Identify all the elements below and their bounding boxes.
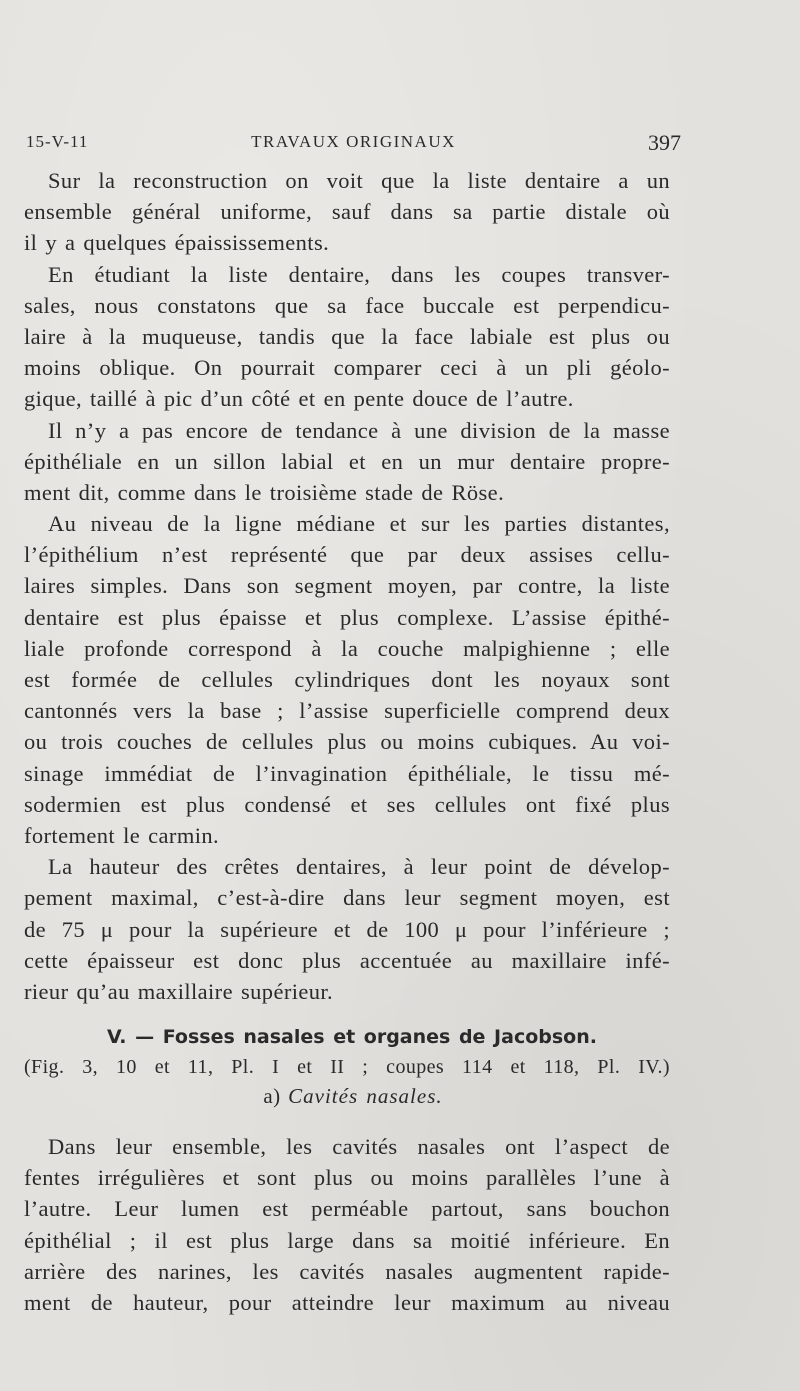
text-line: l’autre. Leur lumen est perméable partout, sans bouchon <box>24 1196 670 1222</box>
paragraph-6 <box>24 1131 670 1318</box>
text-line: cette épaisseur est donc plus accentuée au maxillaire infé- <box>24 947 670 973</box>
text-line: ment dit, comme dans le troisième stade de Röse. <box>24 479 505 505</box>
subsection-title: Cavités nasales. <box>288 1084 443 1109</box>
text-line: En étudiant la liste dentaire, dans les coupes transver- <box>48 261 670 287</box>
text-line: ou trois couches de cellules plus ou moins cubiques. Au voi- <box>24 729 670 755</box>
text-line: il y a quelques épaississements. <box>24 230 330 256</box>
text-line: ensemble général uniforme, sauf dans sa partie distale où <box>24 199 670 225</box>
text-line: de 75 μ pour la supérieure et de 100 μ pour l’inférieure ; <box>24 916 670 942</box>
paragraph-4 <box>24 508 670 851</box>
text-line: épithélial ; il est plus large dans sa moitié inférieure. En <box>24 1227 670 1253</box>
text-line: sodermien est plus condensé et ses cellules ont fixé plus <box>24 791 670 817</box>
subsection-heading <box>24 1081 670 1111</box>
running-title: TRAVAUX ORIGINAUX <box>251 132 456 151</box>
paragraph-2 <box>24 259 670 415</box>
text-line: dentaire est plus épaisse et plus complexe. L’assise épithé- <box>24 604 670 630</box>
figure-reference: (Fig. 3, 10 et 11, Pl. I et II ; coupes 114 et 118, Pl. IV.) <box>24 1056 670 1079</box>
text-line: laires simples. Dans son segment moyen, par contre, la liste <box>24 573 670 599</box>
text-line: arrière des narines, les cavités nasales augmentent rapide- <box>24 1258 670 1284</box>
section-heading: V. — Fosses nasales et organes de Jacobson. <box>107 1026 597 1049</box>
text-line: fortement le carmin. <box>24 822 220 848</box>
page-number: 397 <box>648 130 681 155</box>
text-line: rieur qu’au maxillaire supérieur. <box>24 978 334 1004</box>
text-line: cantonnés vers la base ; l’assise superficielle comprend deux <box>24 698 670 724</box>
text-line: liale profonde correspond à la couche malpighienne ; elle <box>24 635 670 661</box>
text-line: épithéliale en un sillon labial et en un mur dentaire propre- <box>24 448 670 474</box>
text-line: l’épithélium n’est représenté que par deux assises cellu- <box>24 542 670 568</box>
text-line: sinage immédiat de l’invagination épithéliale, le tissu mé- <box>24 760 670 786</box>
paragraph-3 <box>24 415 670 509</box>
text-line: gique, taillé à pic d’un côté et en pente douce de l’autre. <box>24 386 574 412</box>
page-body <box>24 165 670 1318</box>
text-line: fentes irrégulières et sont plus ou moins parallèles l’une à <box>24 1165 670 1191</box>
text-line: laire à la muqueuse, tandis que la face labiale est plus ou <box>24 323 670 349</box>
subsection-prefix: a) <box>263 1084 281 1109</box>
text-line: Au niveau de la ligne médiane et sur les parties distantes, <box>48 511 670 537</box>
page-header <box>26 130 681 160</box>
signature-mark: 15-V-11 <box>26 132 89 151</box>
text-line: sales, nous constatons que sa face buccale est perpendicu- <box>24 292 670 318</box>
text-line: La hauteur des crêtes dentaires, à leur point de dévelop- <box>48 854 670 880</box>
text-line: Il n’y a pas encore de tendance à une division de la masse <box>48 417 670 443</box>
text-line: pement maximal, c’est-à-dire dans leur segment moyen, est <box>24 885 670 911</box>
text-line: Sur la reconstruction on voit que la liste dentaire a un <box>48 168 670 193</box>
paragraph-5 <box>24 851 670 1007</box>
text-line: est formée de cellules cylindriques dont les noyaux sont <box>24 667 670 692</box>
text-line: ment de hauteur, pour atteindre leur maximum au niveau <box>24 1290 670 1315</box>
paragraph-1 <box>24 165 670 259</box>
text-line: moins oblique. On pourrait comparer ceci à un pli géolo- <box>24 355 670 381</box>
text-line: Dans leur ensemble, les cavités nasales ont l’aspect de <box>48 1134 670 1160</box>
